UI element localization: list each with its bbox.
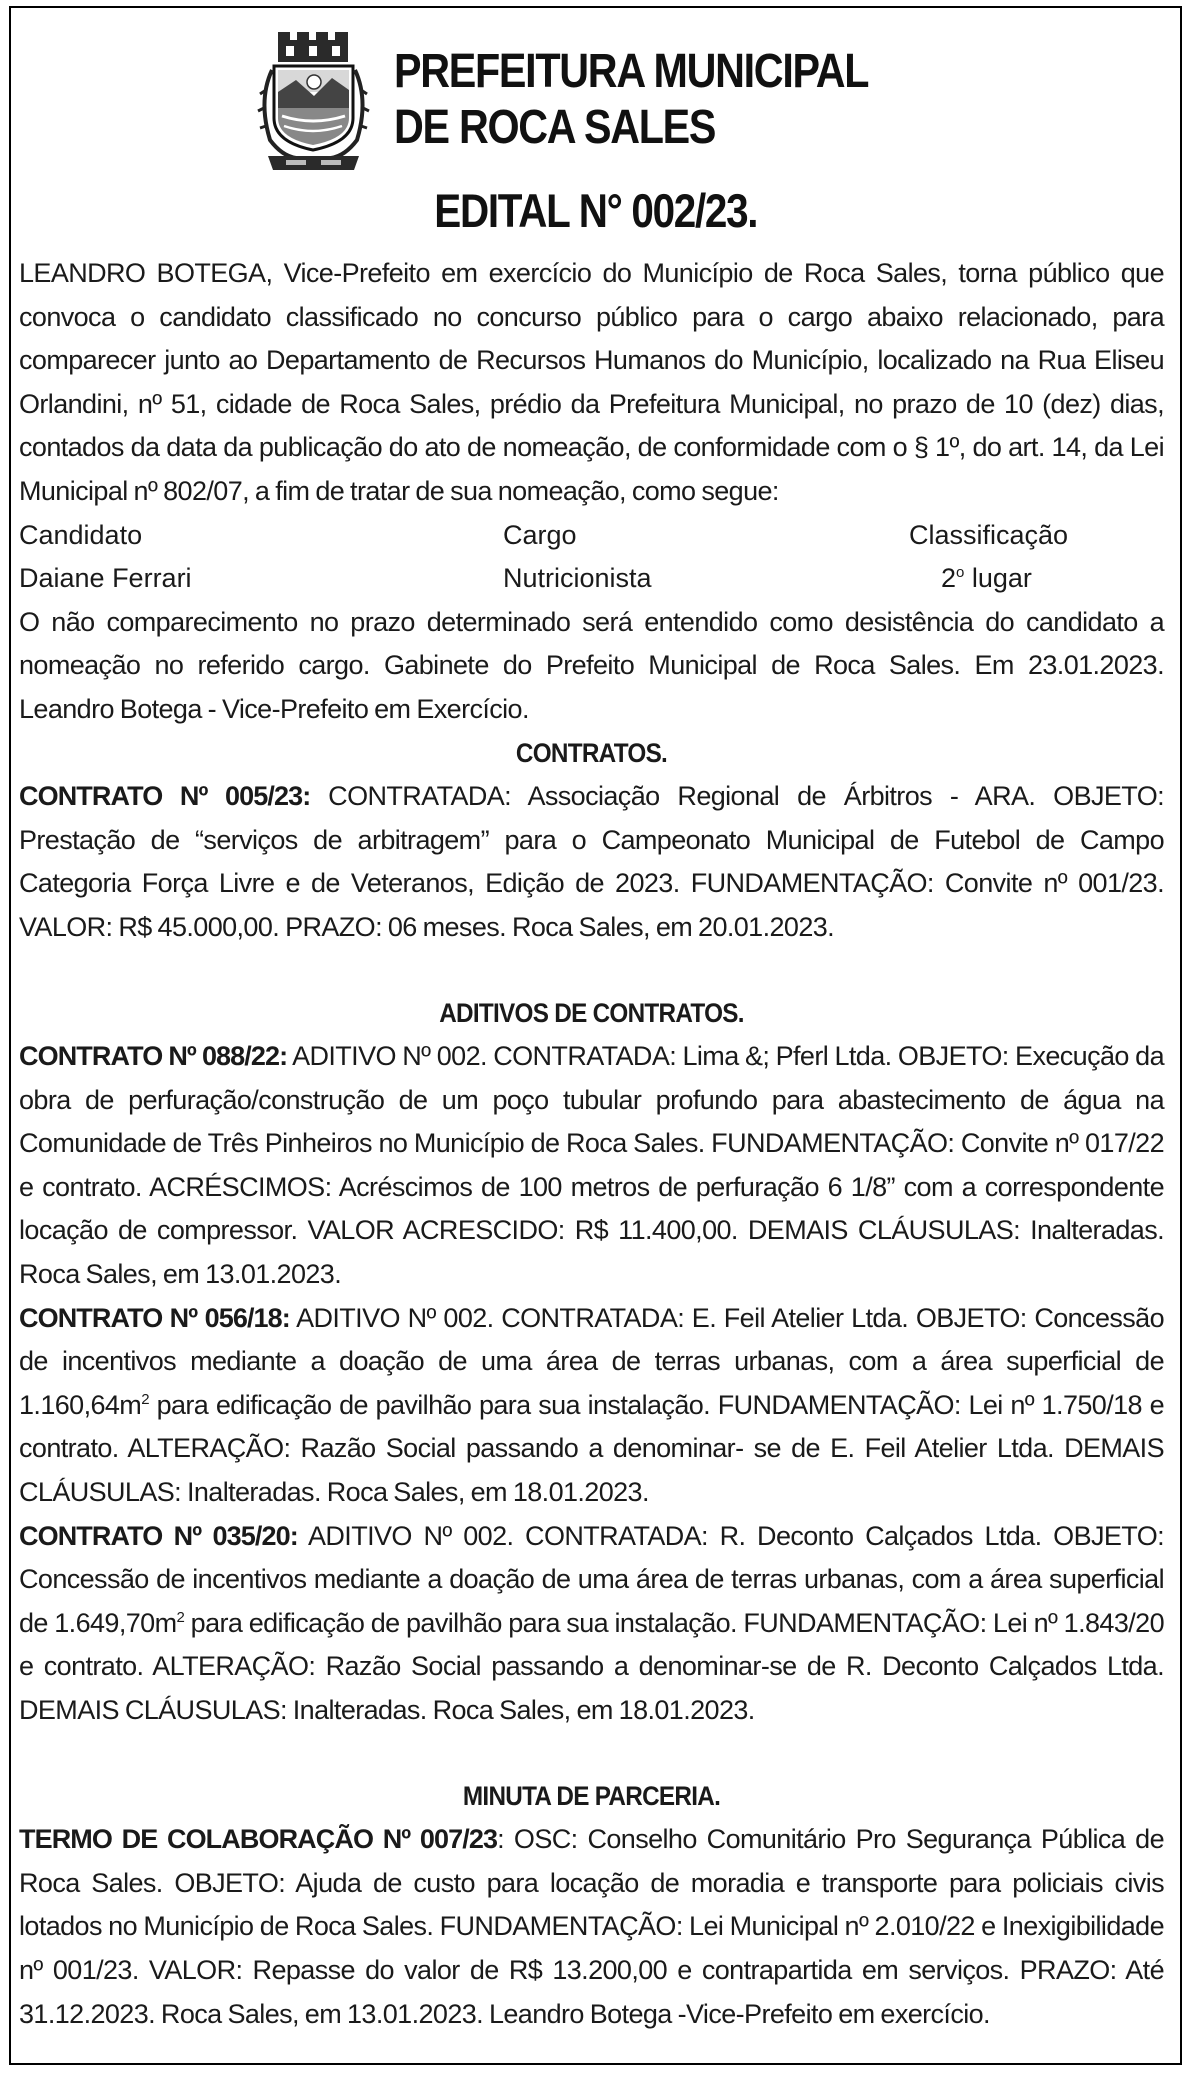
candidate-table [19, 514, 1164, 601]
amendment-entry: CONTRATO Nº 088/22: ADITIVO Nº 002. CONTRATADA: Lima &; Pferl Ltda. OBJETO: Execução da obra de perfuração/construção de um poço tubular profundo para abastecimento de água na Comunidade de Três Pinheiros no Município de Roca Sales. FUNDAMENTAÇÃO: Convite nº 017/22 e contrato. ACRÉSCIMOS: Acréscimos de 100 metros de perfuração 6 1/8” com a correspondente locação de compressor. VALOR ACRESCIDO: R$ 11.400,00. DEMAIS CLÁUSULAS: Inalteradas. Roca Sales, em 13.01.2023. [19, 1041, 1164, 1290]
contract-number: CONTRATO Nº 088/22: [19, 1041, 288, 1072]
contract-number: CONTRATO Nº 035/20: [19, 1520, 298, 1551]
amendment-entry: CONTRATO Nº 056/18: ADITIVO Nº 002. CONTRATADA: E. Feil Atelier Ltda. OBJETO: Concessão de incentivos mediante a doação de uma área de terras urbanas, com a área superficial de $1.160,64m^2$ para edificação de pavilhão para sua instalação. FUNDAMENTAÇÃO: Lei nº 1.750/18 e contrato. ALTERAÇÃO: Razão Social passando a denominar- se de E. Feil Atelier Ltda. DEMAIS CLÁUSULAS: Inalteradas. Roca Sales, em 18.01.2023. [19, 1302, 1165, 1508]
title-line-2: DE ROCA SALES [394, 101, 716, 154]
contract-entry: CONTRATO Nº 005/23: CONTRATADA: Associação Regional de Árbitros - ARA. OBJETO: Prestação de “serviços de arbitragem” para o Campeonato Municipal de Futebol de Campo Categoria Força Livre e de Veteranos, Edição de 2023. FUNDAMENTAÇÃO: Convite nº 001/23. VALOR: R$ 45.000,00. PRAZO: 06 meses. Roca Sales, em 20.01.2023. [19, 781, 1165, 942]
header [11, 22, 1180, 182]
amendment-entry: CONTRATO Nº 035/20: ADITIVO Nº 002. CONTRATADA: R. Deconto Calçados Ltda. OBJETO: Concessão de incentivos mediante a doação de uma área de terras urbanas, com a área superficial de $1.649,70m^2$ para edificação de pavilhão para sua instalação. FUNDAMENTAÇÃO: Lei nº 1.843/20 e contrato. ALTERAÇÃO: Razão Social passando a denominar-se de R. Deconto Calçados Ltda. DEMAIS CLÁUSULAS: Inalteradas. Roca Sales, em 18.01.2023. [19, 1520, 1165, 1725]
edital-intro: LEANDRO BOTEGA, Vice-Prefeito em exercício do Município de Roca Sales, torna público que convoca o candidato classificado no concurso público para o cargo abaixo relacionado, para comparecer junto ao Departamento de Recursos Humanos do Município, localizado na Rua Eliseu Orlandini, nº 51, cidade de Roca Sales, prédio da Prefeitura Municipal, no prazo de 10 (dez) dias, contados da data da publicação do ato de nomeação, de conformidade com o § 1º, do art. 14, da Lei Municipal nº 802/07, a fim de tratar de sua nomeação, como segue: [19, 258, 1164, 506]
edital-title: EDITAL N° 002/23. [434, 184, 757, 237]
edital-closing: O não comparecimento no prazo determinado será entendido como desistência do candidato a nomeação no referido cargo. Gabinete do Prefeito Municipal de Roca Sales. Em 23.01.2023. Leandro Botega - Vice-Prefeito em Exercício. [19, 606, 1164, 724]
partnership-entry: TERMO DE COLABORAÇÃO Nº 007/23: OSC: Conselho Comunitário Pro Segurança Pública de Roca Sales. OBJETO: Ajuda de custo para locação de moradia e transporte para policiais civis lotados no Município de Roca Sales. FUNDAMENTAÇÃO: Lei Municipal nº 2.010/22 e Inexigibilidade nº 001/23. VALOR: Repasse do valor de R$ 13.200,00 e contrapartida em serviços. PRAZO: Até 31.12.2023. Roca Sales, em 13.01.2023. Leandro Botega -Vice-Prefeito em exercício. [19, 1824, 1164, 2029]
table-cell-candidato: Daiane Ferrari [19, 563, 192, 594]
section-heading-parceria: MINUTA DE PARCERIA. [462, 1780, 721, 1811]
contract-number: CONTRATO Nº 056/18: [19, 1302, 290, 1333]
municipal-coat-of-arms-icon [256, 30, 371, 180]
table-cell-cargo: Nutricionista [503, 563, 652, 594]
municipality-title [394, 44, 868, 156]
contract-number: CONTRATO Nº 005/23: [19, 781, 311, 812]
section-heading-aditivos: ADITIVOS DE CONTRATOS. [439, 997, 744, 1028]
table-header-cargo: Cargo [503, 519, 577, 550]
table-cell-classificacao: 2$^o$ lugar [941, 563, 1032, 594]
document-body [19, 252, 1164, 2036]
section-heading-contratos: CONTRATOS. [515, 737, 668, 768]
document-page [9, 6, 1182, 2065]
table-header-candidato: Candidato [19, 519, 143, 550]
title-line-1: PREFEITURA MUNICIPAL [394, 45, 869, 98]
term-number: TERMO DE COLABORAÇÃO Nº 007/23 [19, 1824, 498, 1855]
table-header-classificacao: Classificação [909, 519, 1069, 550]
